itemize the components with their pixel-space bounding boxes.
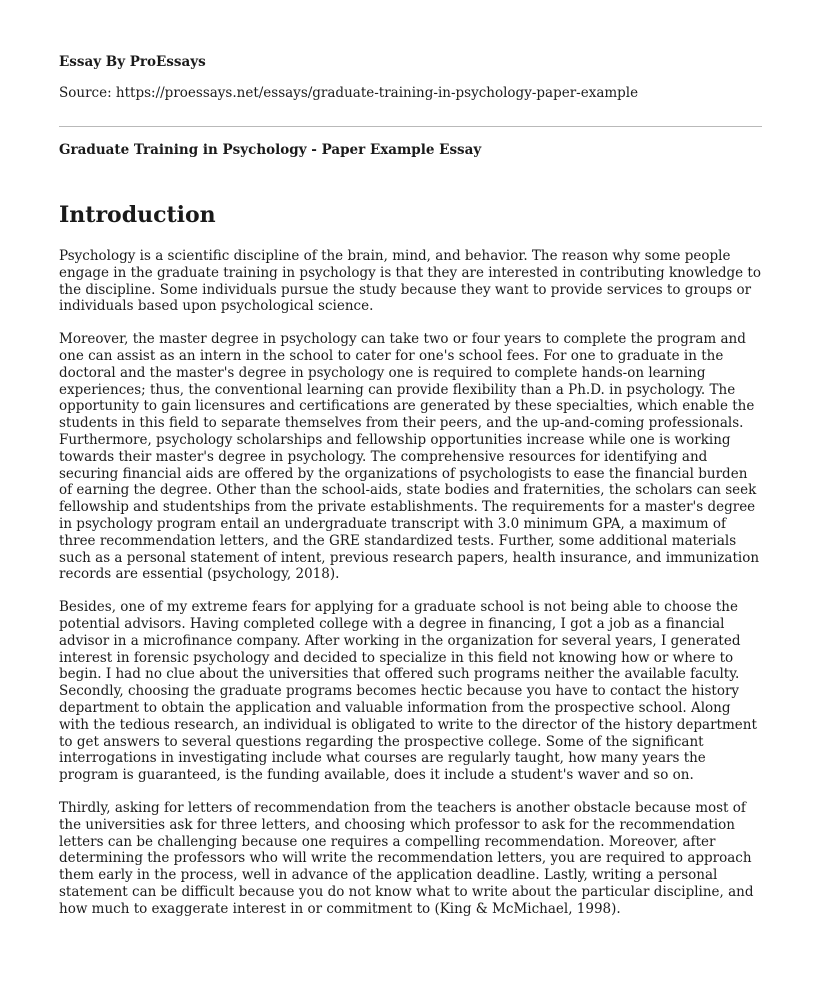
paragraph: Psychology is a scientific discipline of the brain, mind, and behavior. The reason why some people engage in the graduate training in psychology is that they are interested in contributing knowledge to the discipline. Some individuals pursue the study because they want to provide services to groups or individuals based upon psychological science. (59, 248, 761, 315)
paragraph: Moreover, the master degree in psychology can take two or four years to complete the program and one can assist as an intern in the school to cater for one's school fees. For one to graduate in the doctoral and the master's degree in psychology one is required to complete hands-on learning experiences; thus, the conventional learning can provide flexibility than a Ph.D. in psychology. The opportunity to gain licensures and certifications are generated by these specialties, which enable the students in this field to separate themselves from their peers, and the up-and-coming professionals. Furthermore, psychology scholarships and fellowship opportunities increase while one is working towards their master's degree in psychology. The comprehensive resources for identifying and securing financial aids are offered by the organizations of psychologists to ease the financial burden of earning the degree. Other than the school-aids, state bodies and fraternities, the scholars can seek fellowship and studentships from the private establishments. The requirements for a master's degree in psychology program entail an undergraduate transcript with 3.0 minimum GPA, a maximum of three recommendation letters, and the GRE standardized tests. Further, some additional materials such as a personal statement of intent, previous research papers, health insurance, and immunization records are essential (psychology, 2018). (59, 331, 760, 583)
header-divider (59, 126, 762, 127)
source-url-line: Source: https://proessays.net/essays/graduate-training-in-psychology-paper-example (59, 85, 639, 101)
essay-body (59, 248, 764, 933)
section-heading-introduction: Introduction (59, 202, 216, 228)
paragraph: Besides, one of my extreme fears for applying for a graduate school is not being able to choose the potential advisors. Having completed college with a degree in financing, I got a job as a financial advisor in a microfinance company. After working in the organization for several years, I generated interest in forensic psychology and decided to specialize in this field not knowing how or where to begin. I had no clue about the universities that offered such programs neither the available faculty. Secondly, choosing the graduate programs becomes hectic because you have to contact the history department to obtain the application and valuable information from the prospective school. Along with the tedious research, an individual is obligated to write to the director of the history department to get answers to several questions regarding the prospective college. Some of the significant interrogations in investigating include what courses are regularly taught, how many years the program is guaranteed, is the funding available, does it include a student's waver and so on. (59, 599, 757, 784)
document-title: Graduate Training in Psychology - Paper Example Essay (59, 142, 482, 158)
essay-author-line: Essay By ProEssays (59, 54, 206, 70)
paragraph: Thirdly, asking for letters of recommendation from the teachers is another obstacle because most of the universities ask for three letters, and choosing which professor to ask for the recommendation letters can be challenging because one requires a compelling recommendation. Moreover, after determining the professors who will write the recommendation letters, you are required to approach them early in the process, well in advance of the application deadline. Lastly, writing a personal statement can be difficult because you do not know what to write about the particular discipline, and how much to exaggerate interest in or commitment to (King & McMichael, 1998). (59, 799, 754, 917)
